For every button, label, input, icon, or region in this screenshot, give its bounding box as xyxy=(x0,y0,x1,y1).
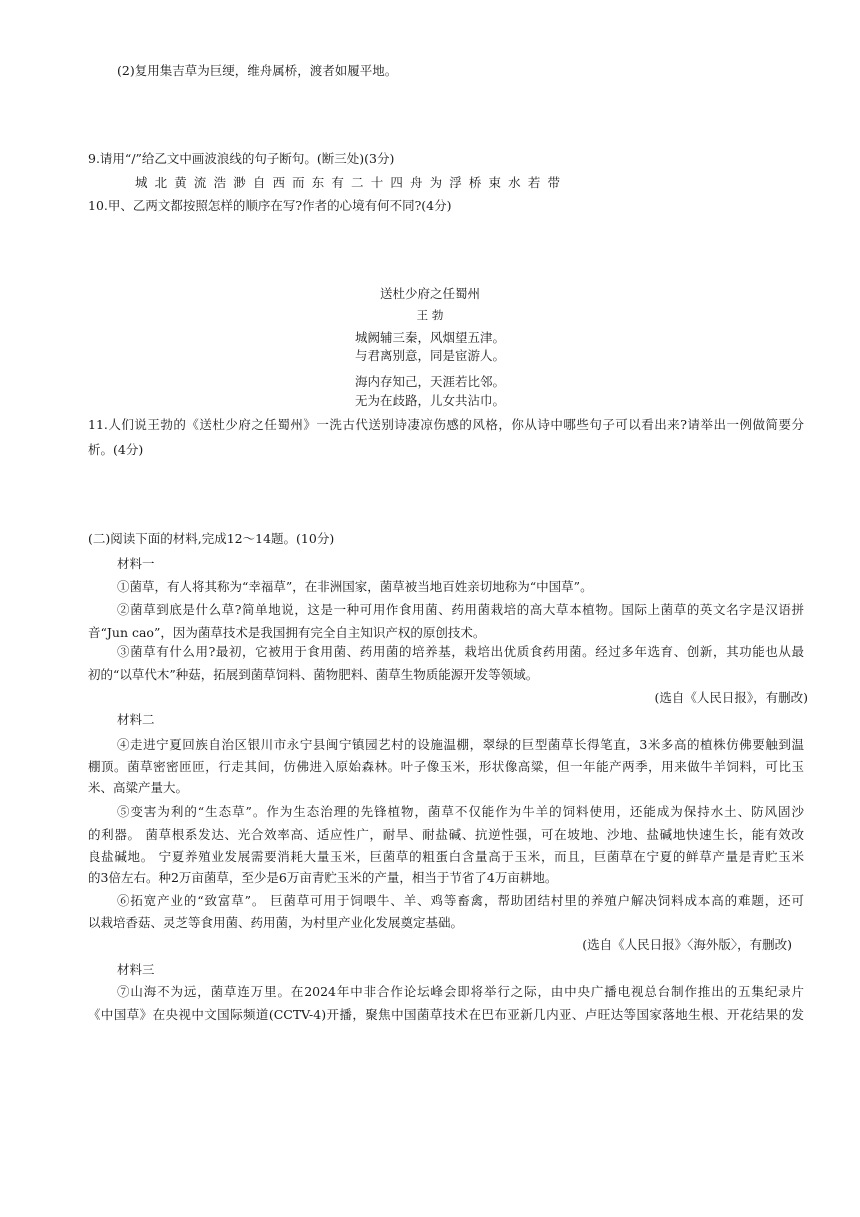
section-heading: (二)阅读下面的材料,完成12～14题。(10分) xyxy=(88,531,335,546)
question-11-cont: 析。(4分) xyxy=(88,442,144,457)
poem-line: 无为在歧路，儿女共沾巾。 xyxy=(354,393,505,408)
q9-char: 城 xyxy=(135,175,148,190)
q9-char: 黄 xyxy=(174,175,187,190)
q9-char: 舟 xyxy=(409,175,423,190)
q9-char: 东 xyxy=(311,175,325,190)
material-label: 材料一 xyxy=(117,556,155,571)
q9-char: 四 xyxy=(390,175,403,190)
q9-char: 流 xyxy=(193,175,207,190)
paragraph-cont: 初的“以草代木”种菇，拓展到菌草饲料、菌物肥料、菌草生物质能源开发等领域。 xyxy=(88,667,539,682)
q9-char: 自 xyxy=(252,175,266,190)
paragraph: ②菌草到底是什么草?简单地说，这是一种可用作食用菌、药用菌栽培的高大草本植物。国际上菌草的英文名字是汉语拼 xyxy=(117,602,804,617)
q9-char: 而 xyxy=(292,175,305,190)
poem-line: 海内存知己，天涯若比邻。 xyxy=(354,374,505,389)
paragraph-cont: 棚顶。菌草密密匝匝，行走其间，仿佛进入原始森林。叶子像玉米，形状像高粱，但一年能产两季，用来做牛羊饲料，可比玉 xyxy=(88,759,804,774)
poem-line: 城阙辅三秦，风烟望五津。 xyxy=(354,330,505,345)
q9-char: 桥 xyxy=(468,175,482,190)
paragraph: ③菌草有什么用?最初，它被用于食用菌、药用菌的培养基，栽培出优质食药用菌。经过多年选育、创新，其功能也从最 xyxy=(117,644,804,659)
source-citation: (选自《人民日报》〈海外版〉，有删改) xyxy=(582,937,792,952)
poem-author: 王 勃 xyxy=(416,308,444,322)
q9-char: 浩 xyxy=(213,175,227,190)
q9-char: 二 xyxy=(351,175,364,190)
paragraph: ⑤变害为利的“生态草”。作为生态治理的先锋植物，菌草不仅能作为牛羊的饲料使用，还能成为保持水土、防风固沙 xyxy=(117,804,804,819)
q8-item-2: (2)复用集吉草为巨绠，维舟属桥，渡者如履平地。 xyxy=(117,63,398,78)
material-label: 材料三 xyxy=(117,962,155,977)
q9-character-row xyxy=(135,174,560,192)
q9-char: 西 xyxy=(272,175,285,190)
question-10: 10.甲、乙两文都按照怎样的顺序在写?作者的心境有何不同?(4分) xyxy=(88,198,452,213)
paragraph: ④走进宁夏回族自治区银川市永宁县闽宁镇园艺村的设施温棚，翠绿的巨型菌草长得笔直，3米多高的植株仿佛要触到温 xyxy=(117,737,804,752)
paragraph-cont: 的3倍左右。种2万亩菌草，至少是6万亩青贮玉米的产量，相当于节省了4万亩耕地。 xyxy=(88,870,558,885)
question-11: 11.人们说王勃的《送杜少府之任蜀州》一洗古代送别诗凄凉伤感的风格，你从诗中哪些句子可以看出来?请举出一例做简要分 xyxy=(88,417,804,432)
paragraph-cont: 良盐碱地。 宁夏养殖业发展需要消耗大量玉米，巨菌草的粗蛋白含量高于玉米，而且，巨菌草在宁夏的鲜草产量是青贮玉米 xyxy=(88,849,804,864)
q9-char: 水 xyxy=(508,175,521,190)
poem-line: 与君离别意，同是宦游人。 xyxy=(354,348,505,363)
source-citation: (选自《人民日报》，有删改) xyxy=(654,690,808,705)
q9-char: 束 xyxy=(488,175,502,190)
paragraph: ⑦山海不为远，菌草连万里。在2024年中非合作论坛峰会即将举行之际，由中央广播电视总台制作推出的五集纪录片 xyxy=(117,984,804,999)
paragraph-cont: 米、高粱产量大。 xyxy=(88,780,189,795)
poem-title: 送杜少府之任蜀州 xyxy=(379,286,480,301)
q9-char: 带 xyxy=(547,175,560,190)
q9-char: 北 xyxy=(154,175,168,190)
material-label: 材料二 xyxy=(117,712,155,727)
q9-char: 十 xyxy=(370,175,384,190)
paragraph: ①菌草，有人将其称为“幸福草”，在非洲国家，菌草被当地百姓亲切地称为“中国草”。 xyxy=(117,579,593,594)
paragraph-cont: 的利器。 菌草根系发达、光合效率高、适应性广，耐旱、耐盐碱、抗逆性强，可在坡地、沙地、盐碱地快速生长，能有效改 xyxy=(88,827,804,842)
paragraph-cont: 音“Jun cao”，因为菌草技术是我国拥有完全自主知识产权的原创技术。 xyxy=(88,625,486,640)
question-9: 9.请用“/”给乙文中画波浪线的句子断句。(断三处)(3分) xyxy=(88,151,395,166)
q9-char: 若 xyxy=(527,175,541,190)
q9-char: 有 xyxy=(331,175,344,190)
paragraph-cont: 以栽培香菇、灵芝等食用菌、药用菌，为村里产业化发展奠定基础。 xyxy=(88,915,464,930)
paragraph: ⑥拓宽产业的“致富草”。 巨菌草可用于饲喂牛、羊、鸡等畜禽，帮助团结村里的养殖户解决饲料成本高的难题，还可 xyxy=(117,893,804,908)
q9-char: 渺 xyxy=(233,175,246,190)
q9-char: 为 xyxy=(429,175,443,190)
q9-char: 浮 xyxy=(449,175,462,190)
paragraph-cont: 《中国草》在央视中文国际频道(CCTV-4)开播，聚焦中国菌草技术在巴布亚新几内亚、卢旺达等国家落地生根、开花结果的发 xyxy=(88,1007,804,1022)
